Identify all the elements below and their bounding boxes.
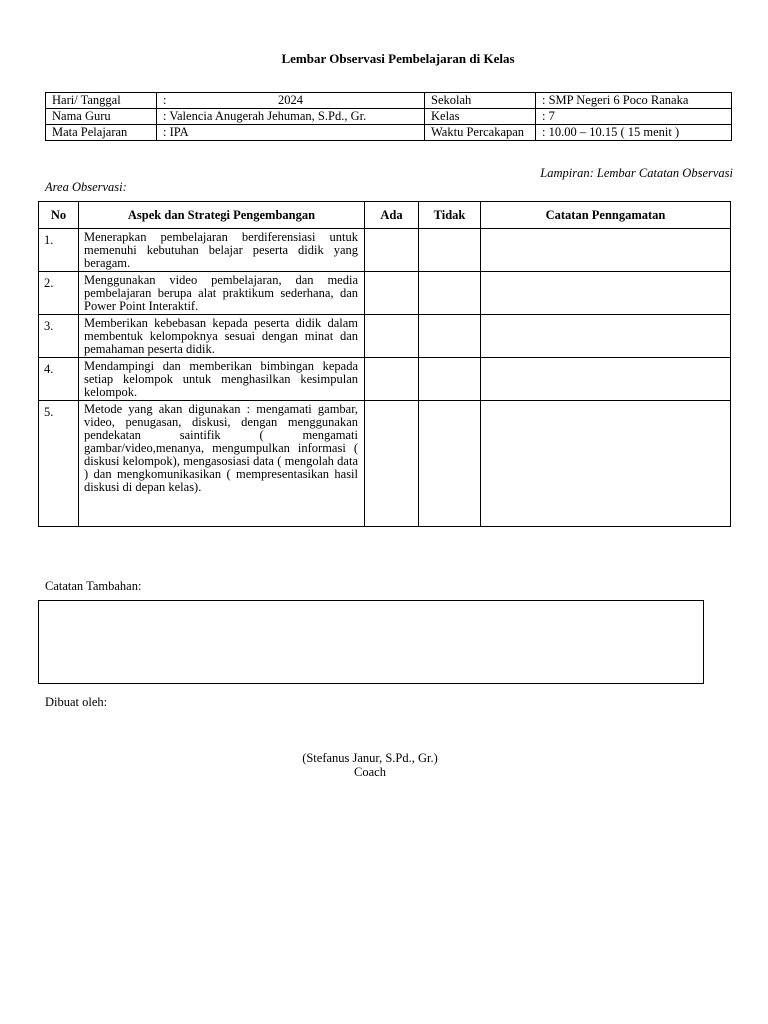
catatan-tambahan-box[interactable] bbox=[38, 600, 704, 684]
info-row-date bbox=[46, 93, 732, 109]
table-row bbox=[39, 358, 731, 401]
signer-role: Coach bbox=[354, 765, 386, 779]
table-header-row bbox=[39, 202, 731, 229]
header-no: No bbox=[39, 202, 79, 229]
catatan-cell[interactable] bbox=[481, 229, 731, 272]
area-label: Area Observasi: bbox=[45, 180, 127, 194]
info-value: : IPA bbox=[157, 125, 425, 141]
row-aspek: Menggunakan video pembelajaran, dan media pembelajaran berupa alat praktikum sederhana, dan Power Point Interaktif. bbox=[79, 272, 365, 315]
info-value: : 7 bbox=[536, 109, 732, 125]
table-row bbox=[39, 315, 731, 358]
lampiran-note: Lampiran: Lembar Catatan Observasi bbox=[540, 166, 733, 180]
header-aspek: Aspek dan Strategi Pengembangan bbox=[79, 202, 365, 229]
tidak-cell[interactable] bbox=[419, 315, 481, 358]
catatan-cell[interactable] bbox=[481, 315, 731, 358]
tidak-cell[interactable] bbox=[419, 358, 481, 401]
row-number: 4. bbox=[39, 358, 79, 401]
tidak-cell[interactable] bbox=[419, 272, 481, 315]
catatan-cell[interactable] bbox=[481, 401, 731, 527]
row-aspek: Metode yang akan digunakan : mengamati gambar, video, penugasan, diskusi, dengan menggunakan pendekatan saintifik ( mengamati gambar/video,menanya, mengumpulkan informasi ( diskusi kelompok), mengasosiasi data ( mengolah data ) dan mengkomunikasikan ( mempresentasikan hasil diskusi di depan kelas). bbox=[79, 401, 365, 527]
table-row bbox=[39, 401, 731, 527]
info-row-teacher bbox=[46, 109, 732, 125]
row-number: 1. bbox=[39, 229, 79, 272]
info-year: 2024 bbox=[278, 93, 303, 107]
table-row bbox=[39, 229, 731, 272]
document-title: Lembar Observasi Pembelajaran di Kelas bbox=[281, 51, 515, 66]
catatan-cell[interactable] bbox=[481, 272, 731, 315]
info-value bbox=[157, 93, 425, 109]
info-label: Mata Pelajaran bbox=[46, 125, 157, 141]
info-row-subject bbox=[46, 125, 732, 141]
info-value-prefix: : bbox=[163, 93, 167, 107]
table-row bbox=[39, 272, 731, 315]
observation-table bbox=[38, 201, 731, 527]
info-label: Hari/ Tanggal bbox=[46, 93, 157, 109]
header-ada: Ada bbox=[365, 202, 419, 229]
info-label: Kelas bbox=[425, 109, 536, 125]
dibuat-oleh-label: Dibuat oleh: bbox=[45, 695, 108, 709]
ada-cell[interactable] bbox=[365, 272, 419, 315]
info-value: : Valencia Anugerah Jehuman, S.Pd., Gr. bbox=[157, 109, 425, 125]
row-aspek: Menerapkan pembelajaran berdiferensiasi untuk memenuhi kebutuhan belajar peserta didik yang beragam. bbox=[79, 229, 365, 272]
info-value: : 10.00 – 10.15 ( 15 menit ) bbox=[536, 125, 732, 141]
header-catatan: Catatan Penngamatan bbox=[481, 202, 731, 229]
info-table bbox=[45, 92, 732, 141]
tidak-cell[interactable] bbox=[419, 401, 481, 527]
info-label: Nama Guru bbox=[46, 109, 157, 125]
info-label: Waktu Percakapan bbox=[425, 125, 536, 141]
ada-cell[interactable] bbox=[365, 229, 419, 272]
row-number: 3. bbox=[39, 315, 79, 358]
info-label: Sekolah bbox=[425, 93, 536, 109]
row-number: 2. bbox=[39, 272, 79, 315]
ada-cell[interactable] bbox=[365, 315, 419, 358]
row-aspek: Memberikan kebebasan kepada peserta didik dalam membentuk kelompoknya sesuai dengan minat dan pemahaman peserta didik. bbox=[79, 315, 365, 358]
signer-name: (Stefanus Janur, S.Pd., Gr.) bbox=[302, 751, 438, 765]
ada-cell[interactable] bbox=[365, 358, 419, 401]
row-number: 5. bbox=[39, 401, 79, 527]
row-aspek: Mendampingi dan memberikan bimbingan kepada setiap kelompok untuk menghasilkan kesimpulan kelompok. bbox=[79, 358, 365, 401]
tidak-cell[interactable] bbox=[419, 229, 481, 272]
ada-cell[interactable] bbox=[365, 401, 419, 527]
info-value: : SMP Negeri 6 Poco Ranaka bbox=[536, 93, 732, 109]
catatan-tambahan-label: Catatan Tambahan: bbox=[45, 579, 142, 593]
catatan-cell[interactable] bbox=[481, 358, 731, 401]
header-tidak: Tidak bbox=[419, 202, 481, 229]
